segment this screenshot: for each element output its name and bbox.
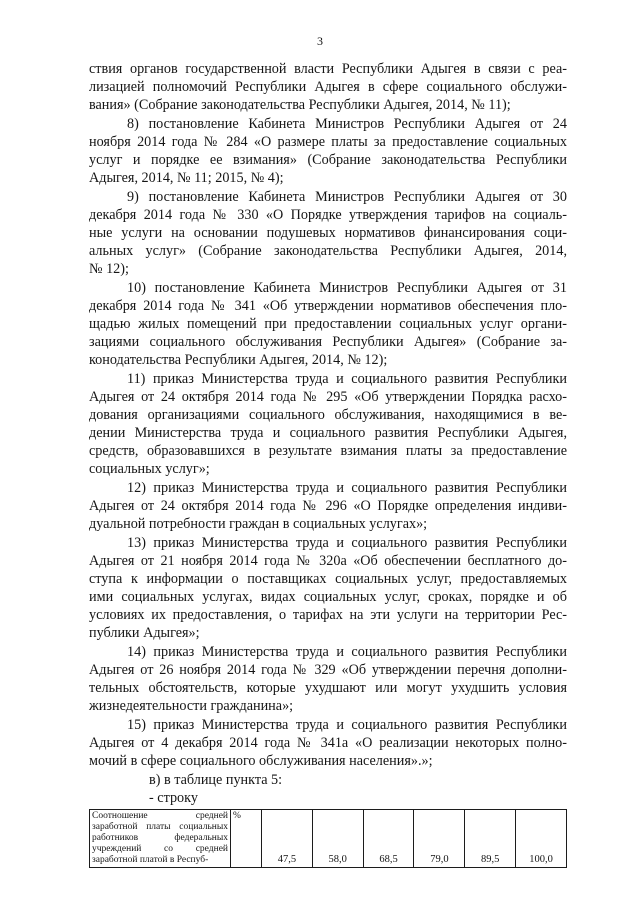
text-line: услуг и порядке ее взимания» (Собрание законодательства Республики (89, 152, 567, 168)
text-line: № 12); (89, 261, 129, 277)
subitem-v: в) в таблице пункта 5: (149, 772, 283, 788)
text-line: ступа к информации о поставщиках социальных услуг, предоставляемых (89, 571, 567, 587)
text-line: Адыгея от 21 ноября 2014 года № 320а «Об обеспечении бесплатного до- (89, 553, 567, 569)
list-item-9: 9) постановление Кабинета Министров Республики Адыгея от 30 (127, 189, 567, 205)
list-item-11: 11) приказ Министерства труда и социального развития Республики (127, 371, 567, 387)
text-line: дования организациями социального обслуживания, находящимися в ве- (89, 407, 567, 423)
text-line: ствия органов государственной власти Республики Адыгея в связи с реа- (89, 61, 567, 77)
text-line: ими социальных услугах, видах социальных услуг, сроках, порядке и об (89, 589, 567, 605)
text-line: средств, образовавшихся в результате взимания платы за предоставление (89, 443, 567, 459)
text-line: ные услуги на основании подушевых нормативов финансирования соци- (89, 225, 567, 241)
text-line: вания» (Собрание законодательства Республики Адыгея, 2014, № 11); (89, 97, 511, 113)
list-item-12: 12) приказ Министерства труда и социального развития Республики (127, 480, 567, 496)
text-line: тельных обстоятельств, которые ухудшают или могут ухудшить условия (89, 680, 567, 696)
text-line: жизнедеятельности гражданина»; (89, 698, 294, 714)
value-cell: 47,5 (262, 810, 313, 868)
text-line: Адыгея от 24 октября 2014 года № 295 «Об утверждении Порядка расхо- (89, 389, 567, 405)
unit-cell: % (231, 810, 262, 868)
value-cell: 79,0 (414, 810, 465, 868)
text-line: конодательства Республики Адыгея, 2014, № 12); (89, 352, 388, 368)
text-line: лизацией полномочий Республики Адыгея в сфере социального обслужи- (89, 79, 567, 95)
value-cell: 89,5 (465, 810, 516, 868)
value-cell: 58,0 (312, 810, 363, 868)
text-line: декабря 2014 года № 330 «О Порядке утверждения тарифов на социаль- (89, 207, 567, 223)
value-cell: 68,5 (363, 810, 414, 868)
text-line: ноября 2014 года № 284 «О размере платы за предоставление социальных (89, 134, 567, 150)
text-line: социальных услуг»; (89, 461, 210, 477)
indicator-table (89, 809, 567, 868)
text-line: альных услуг» (Собрание законодательства Республики Адыгея, 2014, (89, 243, 567, 259)
text-line: Адыгея от 24 октября 2014 года № 296 «О Порядке определения индиви- (89, 498, 567, 514)
list-item-10: 10) постановление Кабинета Министров Республики Адыгея от 31 (127, 280, 567, 296)
text-line: щадью жилых помещений при предоставлении социальных услуг органи- (89, 316, 567, 332)
text-line: Адыгея от 26 ноября 2014 года № 329 «Об утверждении перечня дополни- (89, 662, 567, 678)
indicator-label-cell: Соотношение средней заработной платы социальных работников федеральных учреждений со средней заработной платой в Респуб- (90, 810, 231, 868)
text-line: зациями социального обслуживания Республики Адыгея» (Собрание за- (89, 334, 567, 350)
value-cell: 100,0 (516, 810, 567, 868)
text-line: дении Министерства труда и социального развития Республики Адыгея, (89, 425, 567, 441)
text-line: Адыгея от 4 декабря 2014 года № 341а «О реализации некоторых полно- (89, 735, 567, 751)
list-item-15: 15) приказ Министерства труда и социального развития Республики (127, 717, 567, 733)
text-line: дуальной потребности граждан в социальных услугах»; (89, 516, 428, 532)
text-line: декабря 2014 года № 341 «Об утверждении нормативов обеспечения пло- (89, 298, 567, 314)
subitem-row: - строку (149, 790, 198, 806)
text-line: мочий в сфере социального обслуживания населения».»; (89, 753, 433, 769)
text-line: условиях их предоставления, о тарифах на эти услуги на территории Рес- (89, 607, 567, 623)
list-item-14: 14) приказ Министерства труда и социального развития Республики (127, 644, 567, 660)
list-item-13: 13) приказ Министерства труда и социального развития Республики (127, 535, 567, 551)
page-number: 3 (317, 34, 323, 48)
list-item-8: 8) постановление Кабинета Министров Республики Адыгея от 24 (127, 116, 567, 132)
table-row (90, 810, 567, 868)
text-line: публики Адыгея»; (89, 625, 200, 641)
text-line: Адыгея, 2014, № 11; 2015, № 4); (89, 170, 284, 186)
